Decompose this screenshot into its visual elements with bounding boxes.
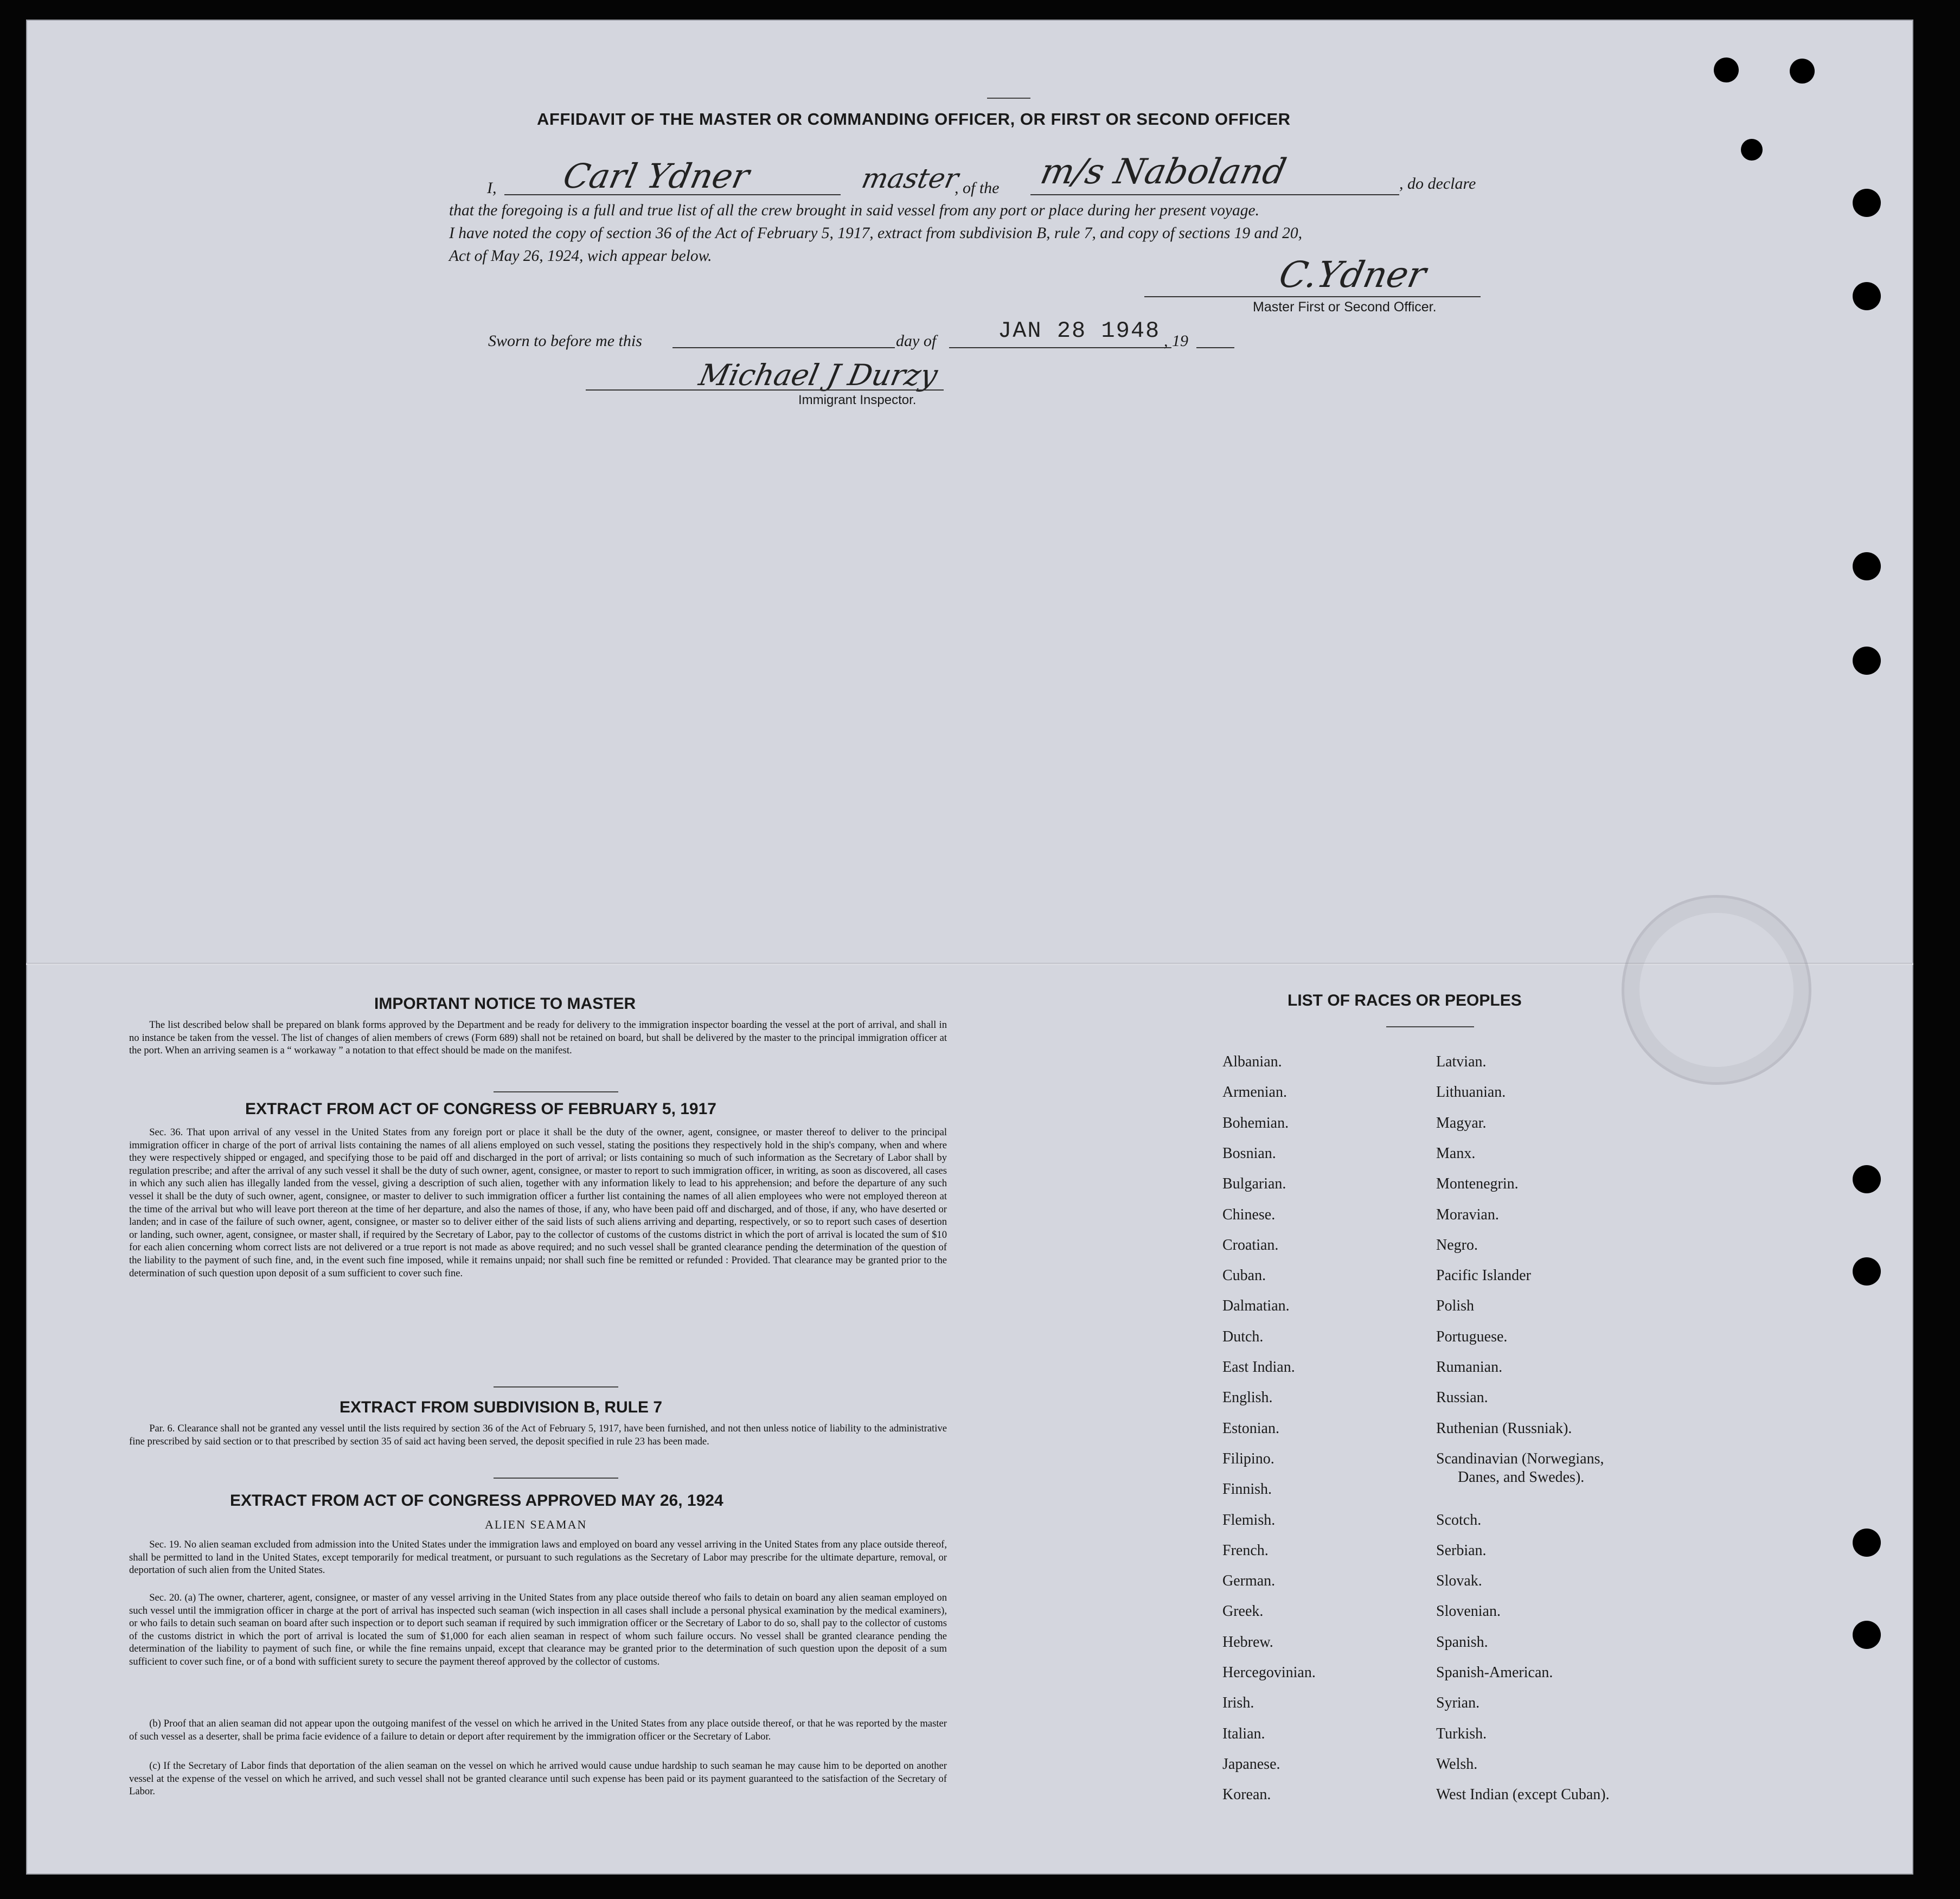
race-item: Flemish. — [1222, 1512, 1276, 1529]
race-item: Croatian. — [1222, 1237, 1279, 1254]
race-item: Dutch. — [1222, 1328, 1264, 1345]
race-item: Montenegrin. — [1436, 1175, 1519, 1192]
race-item: Moravian. — [1436, 1206, 1499, 1223]
day-of-text: day of — [896, 332, 937, 350]
signature-line — [1144, 296, 1481, 297]
punch-hole — [1853, 1529, 1881, 1557]
race-item: Bosnian. — [1222, 1145, 1276, 1162]
punch-hole — [1853, 1257, 1881, 1286]
extract-1917-text: Sec. 36. That upon arrival of any vessel in the United States from any foreign port or place it shall be the duty of the owner, agent, consignee, or master thereof to deliver to the principal immigration officer in charge of the port of arrival lists containing the names of all aliens employed on such vessel, stating the positions they respectively hold in the ship's company, when and where they were respectively shipped or engaged, and specifying those to be paid off and discharged in the port of arrival; or lists containing so much of such information as the Secretary of Labor shall by regulation prescribe; and after the arrival of any such vessel it shall be the duty of such owner, agent, consignee, or master to report to such immigration officer, in writing, as soon as discovered, all cases in which any such alien has illegally landed from the vessel, giving a description of such alien, together with any information likely to lead to his apprehension; and before the departure of any such vessel it shall be the duty of such owner, agent, consignee, or master to deliver to such immigration officer a further list containing the names of all alien employees who were not employed thereon at the time of the arrival but who will leave port thereon at the time of her departure, and also the names of those, if any, who have been paid off and discharged, and of those, if any, who have deserted or landen; and in case of the failure of such owner, agent, consignee, or master so to deliver either of the said lists of such aliens arriving and departing, respectively, or so to report such cases of desertion or landing, such owner, agent, consignee, or master shall, if required by the Secretary of Labor, pay to the collector of customs of the customs district in which the port of arrival is located the sum of $10 for each alien concerning whom correct lists are not delivered or a true report is not made as above required; and no such vessel shall be granted clearance pending the determination of the question of the liability to the payment of such fine, and, in the event such fine imposed, while it remains unpaid; nor shall such fine be remitted or refunded : Provided. That clearance may be granted prior to the determination of such question upon deposit of a sum sufficient to cover such fine. — [129, 1127, 947, 1279]
race-item: Magyar. — [1436, 1115, 1487, 1131]
punch-hole — [1853, 1165, 1881, 1193]
year-prefix-text: , 19 — [1164, 332, 1188, 350]
race-item: Negro. — [1436, 1237, 1478, 1254]
race-item: Slovak. — [1436, 1572, 1482, 1589]
punch-hole — [1853, 647, 1881, 675]
races-title: LIST OF RACES OR PEOPLES — [1288, 992, 1522, 1009]
race-item: Hebrew. — [1222, 1634, 1273, 1651]
sec20b-text: (b) Proof that an alien seaman did not appear upon the outgoing manifest of the vessel on which he arrived in the United States from any place outside thereof, or that he was reported by the master of such vessel as a deserter, shall be prima facie evidence of a failure to detain or deport after requirement by the immigration officer or the Secretary of Labor. — [129, 1718, 947, 1742]
master-title-handwriting: master — [859, 163, 962, 194]
race-item: Manx. — [1436, 1145, 1476, 1162]
race-item: Finnish. — [1222, 1481, 1272, 1498]
race-item: Dalmatian. — [1222, 1297, 1290, 1314]
race-item: Bohemian. — [1222, 1115, 1289, 1131]
race-item: Syrian. — [1436, 1695, 1480, 1711]
inspector-line — [586, 389, 944, 391]
punch-hole — [1853, 552, 1881, 580]
punch-hole — [1741, 139, 1763, 161]
vessel-name-handwriting: m/s Naboland — [1037, 152, 1290, 192]
race-item: Irish. — [1222, 1695, 1254, 1711]
punch-hole — [1853, 1621, 1881, 1649]
sec20c-text: (c) If the Secretary of Labor finds that deportation of the alien seaman on the vessel on which he arrived would cause undue hardship to such seaman he may cause him to be deported on another vessel at the expense of the vessel on which he arrived, and such vessel shall not be granted clearance until such expense has been paid or its payment guaranteed to the satisfaction of the Secretary of Labor. — [129, 1760, 947, 1798]
race-item: French. — [1222, 1542, 1269, 1559]
punch-hole — [1853, 189, 1881, 217]
punch-hole — [1853, 282, 1881, 310]
race-item: Spanish-American. — [1436, 1664, 1553, 1681]
race-item: Portuguese. — [1436, 1328, 1508, 1345]
race-item: Ruthenian (Russniak). — [1436, 1420, 1572, 1437]
race-item: Estonian. — [1222, 1420, 1279, 1437]
sec20a-text: Sec. 20. (a) The owner, charterer, agent, consignee, or master of any vessel arriving in the United States from any place outside thereof who fails to detain on board any alien seaman employed on such vessel until the immigration officer in charge at the port of arrival has inspected such seaman (wich inspection in all cases shall include a personal physical examination by the medical examiners), or who fails to detain such seaman on board after such inspection or to deport such seaman if required by such immigration officer or the Secretary of Labor to do so, shall pay to the collector of customs of the customs district in which the port of arrival is located the sum of $1,000 for each alien seaman in respect of whom such failure occurs. No vessel shall be granted clearance pending the determination of the liability to payment of such fine, or while the fine remains unpaid, except that clearance may be granted prior to the determination of such question upon the deposit of a sum sufficient to cover such fine, or of a bond with sufficient surety to secure the payment thereof approved by the collector of customs. — [129, 1592, 947, 1667]
year-line — [1196, 347, 1234, 348]
race-item: Bulgarian. — [1222, 1175, 1286, 1192]
race-item: Spanish. — [1436, 1634, 1488, 1651]
section-rule — [494, 1386, 618, 1388]
do-declare-text: , do declare — [1399, 175, 1476, 193]
declaration-i: I, — [487, 179, 497, 197]
master-name-handwriting: Carl Ydner — [560, 156, 753, 196]
race-item: Scandinavian (Norwegians, — [1436, 1450, 1604, 1467]
race-item: East Indian. — [1222, 1359, 1295, 1376]
extract-1917-title: EXTRACT FROM ACT OF CONGRESS OF FEBRUARY 5, 1917 — [245, 1100, 716, 1118]
affidavit-title: AFFIDAVIT OF THE MASTER OR COMMANDING OFFICER, OR FIRST OR SECOND OFFICER — [537, 110, 1291, 129]
signature-caption: Master First or Second Officer. — [1253, 299, 1437, 315]
race-item: Polish — [1436, 1297, 1475, 1314]
extract-1924-subtitle: ALIEN SEAMAN — [485, 1518, 587, 1531]
vessel-name-line — [1030, 194, 1399, 195]
race-item: Albanian. — [1222, 1053, 1282, 1070]
punch-hole — [1714, 57, 1739, 82]
race-item: Japanese. — [1222, 1756, 1280, 1773]
race-item: Latvian. — [1436, 1053, 1487, 1070]
race-item: Slovenian. — [1436, 1603, 1501, 1620]
extract-1924-title: EXTRACT FROM ACT OF CONGRESS APPROVED MAY 26, 1924 — [230, 1492, 723, 1510]
race-item: Cuban. — [1222, 1267, 1266, 1284]
race-item: Pacific Islander — [1436, 1267, 1531, 1284]
rule7-title: EXTRACT FROM SUBDIVISION B, RULE 7 — [340, 1398, 663, 1416]
race-item: Greek. — [1222, 1603, 1264, 1620]
date-stamp: JAN 28 1948 — [998, 318, 1161, 344]
race-item: Lithuanian. — [1436, 1084, 1506, 1101]
race-item: German. — [1222, 1572, 1276, 1589]
sworn-text: Sworn to before me this — [488, 332, 642, 350]
race-item: Danes, and Swedes). — [1458, 1469, 1585, 1486]
race-item: Turkish. — [1436, 1725, 1487, 1742]
race-item: Scotch. — [1436, 1512, 1482, 1529]
race-item: Rumanian. — [1436, 1359, 1503, 1376]
races-title-rule — [1386, 1026, 1474, 1027]
race-item: Filipino. — [1222, 1450, 1274, 1467]
race-item: Italian. — [1222, 1725, 1265, 1742]
sworn-day-line — [672, 347, 895, 348]
rule7-text: Par. 6. Clearance shall not be granted any vessel until the lists required by section 36 of the Act of February 5, 1917, have been furnished, and not then unless notice of liability to the administrative fine prescribed by said section or to that prescribed by section 35 of said act having been served, the deposit specified in rule 23 has been made. — [129, 1423, 947, 1447]
sec19-text: Sec. 19. No alien seaman excluded from admission into the United States under the immigration laws and employed on board any vessel arriving in the United States from any place outside thereof, shall be permitted to land in the United States, except temporarily for medical treatment, or pursuant to such regulations as the Secretary of Labor may prescribe for the ultimate departure, removal, or deportation of such alien from the United States. — [129, 1539, 947, 1576]
race-item: West Indian (except Cuban). — [1436, 1786, 1610, 1803]
inspector-signature: Michael J Durzy — [696, 358, 941, 392]
punch-hole — [1790, 59, 1815, 84]
declaration-line-3: I have noted the copy of section 36 of the Act of February 5, 1917, extract from subdivision B, rule 7, and copy of sections 19 and 20, — [449, 225, 1303, 242]
date-line — [949, 347, 1171, 348]
notice-text: The list described below shall be prepared on blank forms approved by the Department and be ready for delivery to the immigration inspector boarding the vessel at the port of arrival, and shall in no instance be taken from the vessel. The list of changes of alien members of crews (Form 689) shall not be retained on board, but shall be delivered by the master to the principal immigration officer at the port. When an arriving seamen is a “ workaway ” a notation to that effect should be made on the manifest. — [129, 1019, 947, 1057]
title-rule — [987, 98, 1030, 99]
section-rule — [494, 1091, 618, 1092]
race-item: Korean. — [1222, 1786, 1271, 1803]
race-item: Welsh. — [1436, 1756, 1478, 1773]
master-signature: C.Ydner — [1275, 254, 1430, 296]
race-item: English. — [1222, 1389, 1273, 1406]
race-item: Chinese. — [1222, 1206, 1276, 1223]
race-item: Armenian. — [1222, 1084, 1287, 1101]
inspector-caption: Immigrant Inspector. — [798, 393, 917, 407]
race-item: Serbian. — [1436, 1542, 1487, 1559]
race-item: Hercegovinian. — [1222, 1664, 1316, 1681]
of-the-text: , of the — [955, 179, 1000, 197]
section-rule — [494, 1478, 618, 1479]
notice-title: IMPORTANT NOTICE TO MASTER — [374, 995, 636, 1013]
declaration-line-4: Act of May 26, 1924, wich appear below. — [449, 247, 712, 265]
embossed-seal — [1622, 895, 1811, 1085]
declaration-line-2: that the foregoing is a full and true list of all the crew brought in said vessel from any port or place during her present voyage. — [449, 202, 1259, 219]
race-item: Russian. — [1436, 1389, 1488, 1406]
